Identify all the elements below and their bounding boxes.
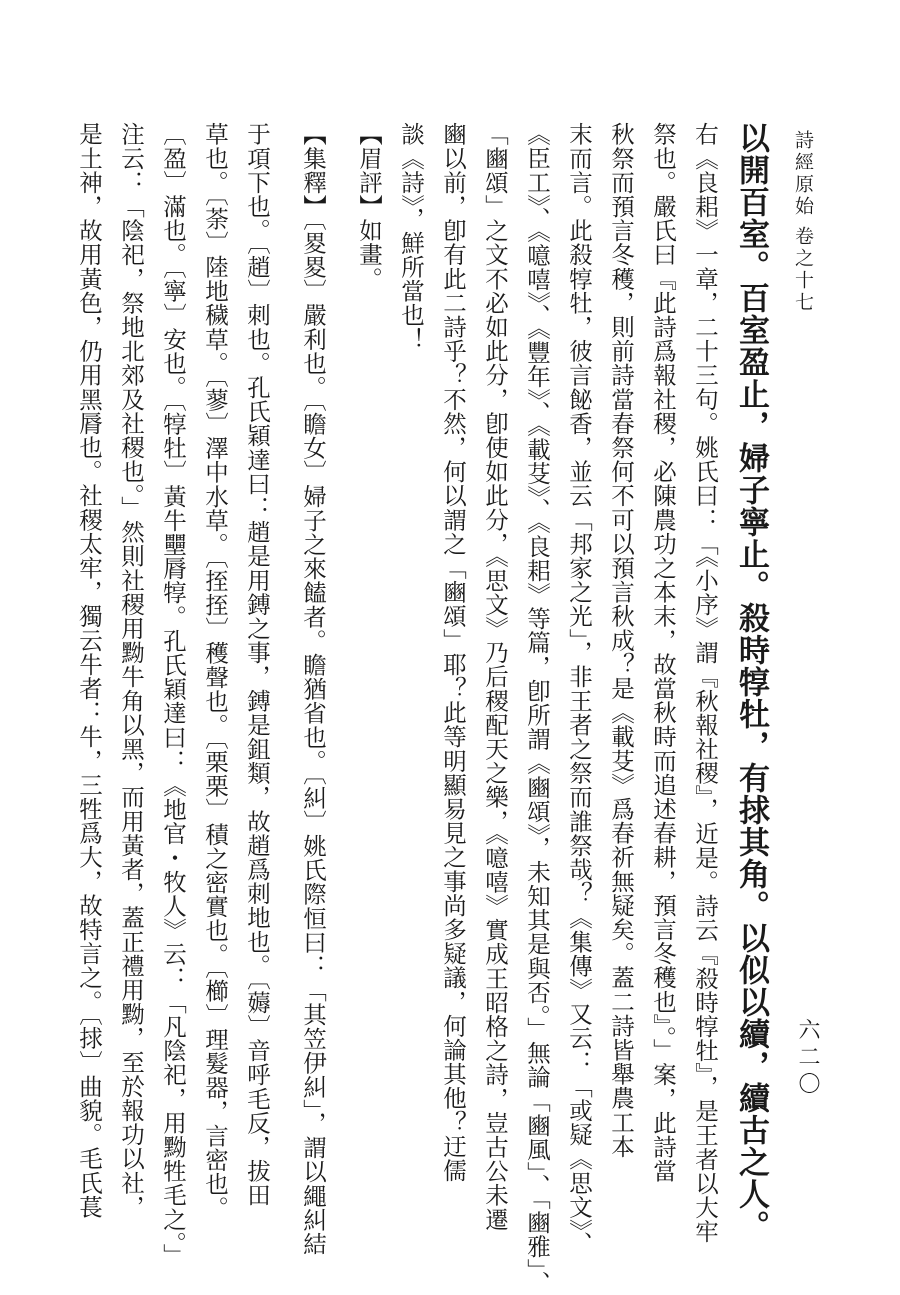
book-title: 詩經原始 <box>792 130 814 218</box>
annotation-column: 是土神，故用黃色，仍用黑脣也。社稷太牢，獨云牛者：牛，三牲爲大，故特言之。〔捄〕曲貌。毛氏萇 <box>75 122 103 1219</box>
text-column: 右《良耜》一章，二十三句。姚氏曰：「《小序》謂『秋報社稷』，近是。詩云『殺時犉牡』，是王者以大牢 <box>691 122 719 1244</box>
text-column: 談《詩》，鮮所當也！ <box>397 122 425 352</box>
text-column: 《臣工》、《噫嘻》、《豐年》、《載芟》、《良耜》等篇，卽所謂《豳頌》，未知其是與否。」無論「豳風」、「豳雅」、 <box>523 122 551 1295</box>
text-column: 祭也。嚴氏曰『此詩爲報社稷，必陳農功之本末，故當秋時而追述春耕，預言冬穫也』。」案，此詩當 <box>649 122 677 1183</box>
annotation-column: 于項下也。〔趙〕刺也。孔氏穎達曰：趙是用鎛之事，鎛是鉏類，故趙爲刺地也。〔薅〕音呼毛反，拔田 <box>243 122 271 1208</box>
text-column: 「豳頌」之文不必如此分，卽使如此分，《思文》乃后稷配天之樂，《噫嘻》實成王昭格之詩，豈古公未遷 <box>481 122 509 1232</box>
margin-comment: 【眉評】如畫。 <box>355 122 383 291</box>
text-column: 秋祭而預言冬穫，則前詩當春祭何不可以預言秋成？是《載芟》爲春祈無疑矣。蓋二詩皆舉農工本 <box>607 122 635 1159</box>
running-header <box>790 130 817 314</box>
volume-label: 卷之十七 <box>792 226 814 314</box>
text-column: 豳以前，卽有此二詩乎？不然，何以謂之「豳頌」耶？此等明顯易見之事尚多疑議，何論其他？迂儒 <box>439 122 467 1183</box>
verse-line: 以開百室。百室盈止，婦子寧止。殺時犉牡，有捄其角。以似以續，續古之人。 <box>733 122 769 1242</box>
annotation-column: 〔盈〕滿也。〔寧〕安也。〔犉牡〕黃牛壨脣犉。孔氏穎達曰：《地官・牧人》云：「凡陰祀，用黝牲毛之。」 <box>159 122 187 1268</box>
page-number: 六二〇 <box>795 1018 820 1099</box>
annotation-column: 注云：「陰祀，祭地北郊及社稷也。」然則社稷用黝牛角以黑，而用黃者，蓋正禮用黝，至於報功以社， <box>117 122 145 1219</box>
annotation-column: 草也。〔荼〕陸地穢草。〔蓼〕澤中水草。〔挃挃〕穫聲也。〔栗栗〕積之密實也。〔櫛〕理髮器，言密也。 <box>201 122 229 1221</box>
main-text <box>75 122 770 1295</box>
annotation-column: 【集釋】〔畟畟〕嚴利也。〔瞻女〕婦子之來饁者。瞻猶省也。〔糾〕姚氏際恒曰：「其笠伊糾」，謂以繩糾結 <box>299 122 327 1256</box>
text-column: 末而言。此殺犉牡，彼言飶香，並云「邦家之光」，非王者之祭而誰祭哉？《集傳》又云：「或疑《思文》、 <box>565 122 593 1256</box>
